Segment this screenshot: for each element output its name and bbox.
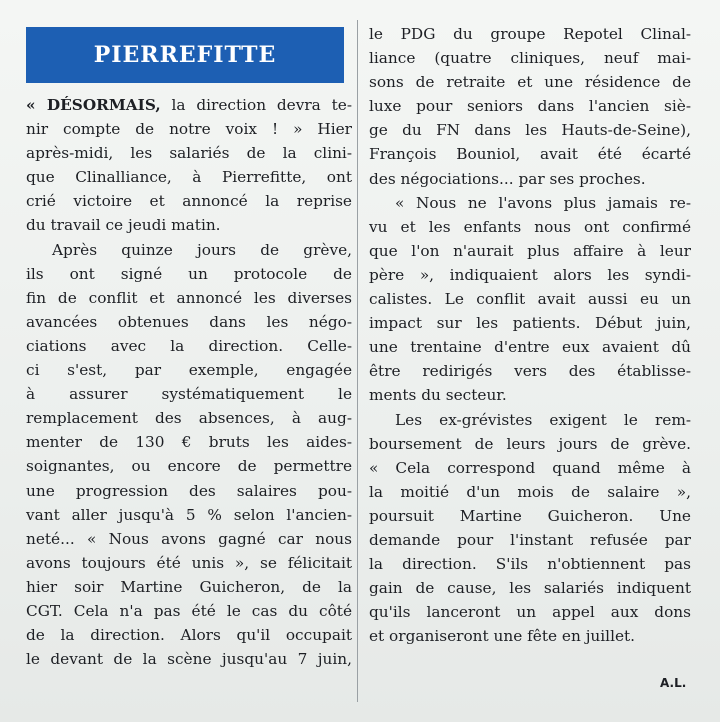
author-signature: A.L. xyxy=(660,676,687,690)
text-line: CGT. Cela n'a pas été le cas du côté xyxy=(26,601,352,620)
lead-word: « DÉSORMAIS, xyxy=(26,96,161,114)
text-line: demande pour l'instant refusée par xyxy=(369,530,691,549)
text-line: une trentaine d'entre eux avaient dû xyxy=(369,338,691,357)
text-line: avancées obtenues dans les négo- xyxy=(26,312,352,331)
text-line: la direction. S'ils n'obtiennent pas xyxy=(369,555,691,574)
text-line: le devant de la scène jusqu'au 7 juin, xyxy=(26,650,352,669)
text-line: gain de cause, les salariés indiquent xyxy=(369,579,691,598)
text-line: la moitié d'un mois de salaire », xyxy=(369,482,691,501)
left-column-text xyxy=(26,93,352,671)
text-line: de la direction. Alors qu'il occupait xyxy=(26,626,352,645)
text-line: luxe pour seniors dans l'ancien siè- xyxy=(369,97,691,116)
text-line: du travail ce jeudi matin. xyxy=(26,216,221,235)
text-line: ciations avec la direction. Celle- xyxy=(26,336,352,355)
text-line: « Nous ne l'avons plus jamais re- xyxy=(395,193,691,212)
text-line: remplacement des absences, à aug- xyxy=(26,409,352,428)
text-line: liance (quatre cliniques, neuf mai- xyxy=(369,49,691,68)
text-line: « DÉSORMAIS, la direction devra te- xyxy=(26,96,352,114)
text-line: à assurer systématiquement le xyxy=(26,385,352,404)
text-line: poursuit Martine Guicheron. Une xyxy=(369,506,691,525)
right-column-text xyxy=(369,22,691,648)
text-line: que l'on n'aurait plus affaire à leur xyxy=(369,241,691,260)
text-line: neté... « Nous avons gagné car nous xyxy=(26,529,352,548)
text-line: des négociations... par ses proches. xyxy=(369,169,646,188)
text-line: « Cela correspond quand même à xyxy=(369,458,691,477)
text-line: ge du FN dans les Hauts-de-Seine), xyxy=(369,121,691,140)
text-line: nir compte de notre voix ! » Hier xyxy=(26,120,352,139)
text-line: Les ex-grévistes exigent le rem- xyxy=(395,410,691,429)
text-line: ci s'est, par exemple, engagée xyxy=(26,361,352,380)
text-line: sons de retraite et une résidence de xyxy=(369,73,691,92)
text-line: après-midi, les salariés de la clini- xyxy=(26,144,352,163)
text-line: calistes. Le conflit avait aussi eu un xyxy=(369,290,691,309)
text-line: impact sur les patients. Début juin, xyxy=(369,314,691,333)
location-banner xyxy=(26,27,344,83)
text-line: qu'ils lanceront un appel aux dons xyxy=(369,603,691,622)
text-line: menter de 130 € bruts les aides- xyxy=(26,433,352,452)
banner-label: PIERREFITTE xyxy=(93,42,277,68)
text-line: ments du secteur. xyxy=(369,386,507,405)
text-line: ils ont signé un protocole de xyxy=(26,264,352,283)
text-line: vant aller jusqu'à 5 % selon l'ancien- xyxy=(26,505,352,524)
text-line: hier soir Martine Guicheron, de la xyxy=(26,577,352,596)
text-line: Après quinze jours de grève, xyxy=(52,240,352,259)
text-line: le PDG du groupe Repotel Clinal- xyxy=(369,25,691,43)
text-line: boursement de leurs jours de grève. xyxy=(369,434,691,453)
text-line: que Clinalliance, à Pierrefitte, ont xyxy=(26,168,352,187)
text-line: soignantes, ou encore de permettre xyxy=(26,457,352,476)
text-line: et organiseront une fête en juillet. xyxy=(369,627,636,646)
text-line: père », indiquaient alors les syndi- xyxy=(369,265,691,284)
text-line: avons toujours été unis », se félicitait xyxy=(26,553,352,572)
text-line: François Bouniol, avait été écarté xyxy=(369,145,691,164)
text-line: fin de conflit et annoncé les diverses xyxy=(26,288,352,307)
text-line: une progression des salaires pou- xyxy=(26,481,352,500)
text-line: être redirigés vers des établisse- xyxy=(369,362,691,381)
column-divider xyxy=(357,20,358,702)
text-line: vu et les enfants nous ont confirmé xyxy=(369,217,691,236)
text-line: crié victoire et annoncé la reprise xyxy=(26,192,352,211)
